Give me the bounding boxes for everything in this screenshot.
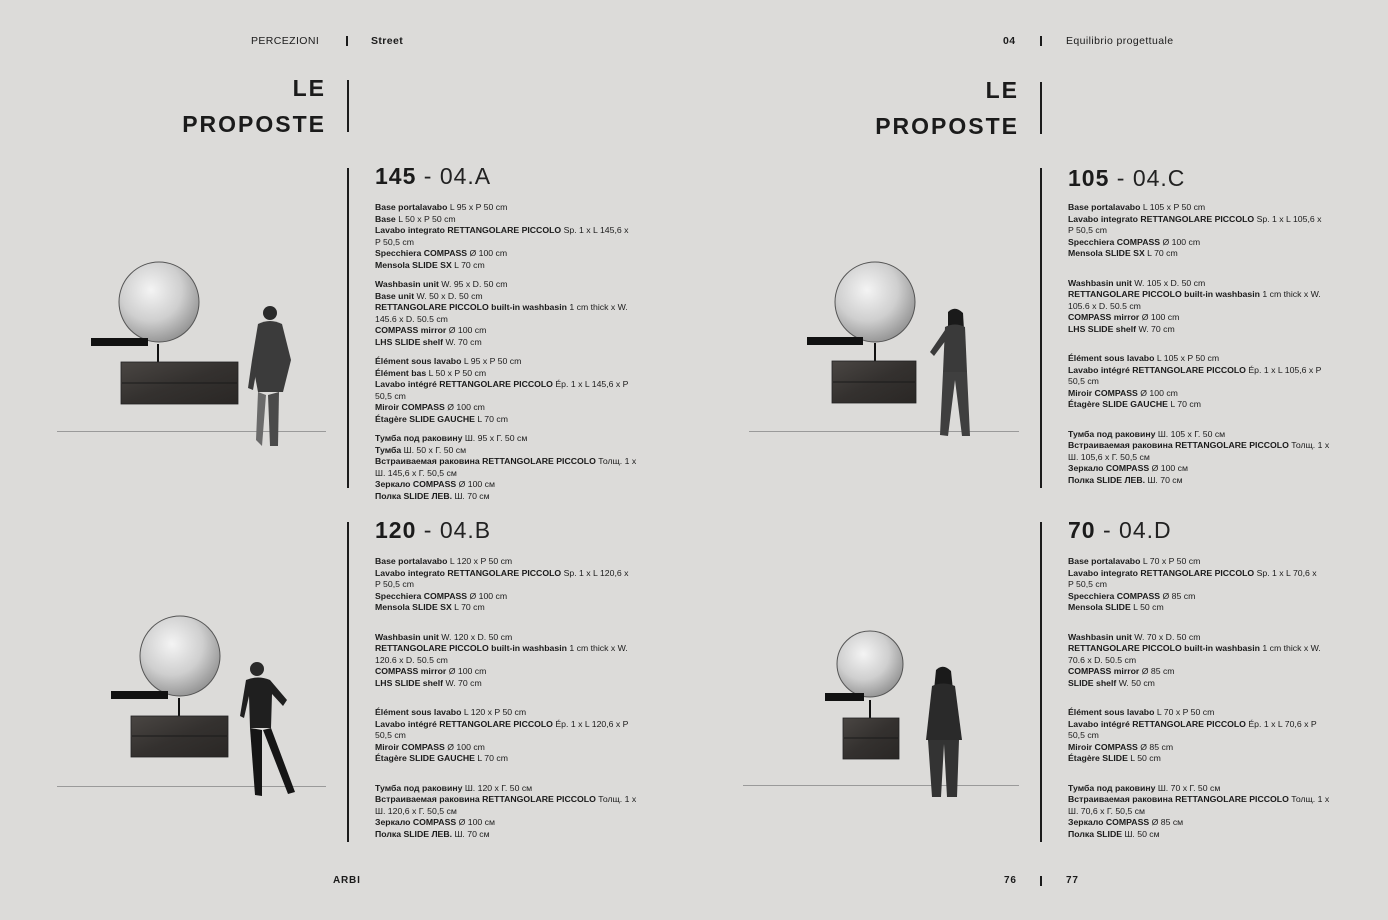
spec-line: 70.6 x D. 50.5 cm — [1068, 654, 1137, 665]
shelf-icon — [807, 337, 863, 345]
spec-line: Тумба Ш. 50 x Г. 50 см — [375, 444, 467, 455]
tap-icon — [157, 344, 159, 362]
heading-separator: - — [1102, 517, 1112, 543]
spec-line: Base portalavabo L 105 x P 50 cm — [1068, 202, 1206, 212]
spec-line: Miroir COMPASS Ø 100 cm — [1068, 387, 1178, 398]
page-number-right: 77 — [1066, 875, 1079, 886]
spec-line: Base portalavabo L 120 x P 50 cm — [375, 556, 513, 566]
footer-brand: ARBI — [333, 875, 361, 886]
mirror-icon — [140, 616, 220, 696]
tap-icon — [874, 343, 876, 361]
spec-line: Lavabo intégré RETTANGOLARE PICCOLO Ép. 1 x L 70,6 x P — [1068, 718, 1317, 729]
product-size: 105 — [1068, 165, 1110, 191]
spec-line: Washbasin unit W. 105 x D. 50 cm — [1068, 277, 1206, 288]
spec-line: Lavabo intégré RETTANGOLARE PICCOLO Ép. 1 x L 145,6 x P — [375, 379, 629, 389]
spec-line: Полка SLIDE ЛЕВ. Ш. 70 см — [375, 828, 490, 839]
spec-line: Mensola SLIDE SX L 70 cm — [375, 602, 485, 612]
illustration-04b — [111, 616, 295, 796]
running-header-section: PERCEZIONI — [251, 35, 320, 47]
spec-line: Lavabo integrato RETTANGOLARE PICCOLO Sp. 1 x L 145,6 x — [375, 225, 629, 235]
product-code: 04.C — [1132, 165, 1186, 191]
spec-line: COMPASS mirror Ø 100 cm — [375, 325, 487, 335]
spec-line: COMPASS mirror Ø 85 cm — [1068, 666, 1175, 676]
spec-line: LHS SLIDE shelf W. 70 cm — [375, 677, 482, 688]
running-header-chapter-title: Equilibrio progettuale — [1066, 35, 1174, 47]
spec-line: 50,5 cm — [1068, 376, 1099, 386]
spec-line: P 50,5 cm — [375, 236, 414, 247]
spec-line: Miroir COMPASS Ø 85 cm — [1068, 741, 1174, 752]
spec-line: 50,5 cm — [375, 390, 406, 401]
spec-line: Зеркало COMPASS Ø 100 см — [375, 479, 495, 489]
spec-line: 120.6 x D. 50.5 cm — [375, 654, 448, 665]
spec-line: Mensola SLIDE SX L 70 cm — [375, 259, 485, 270]
spec-line: Specchiera COMPASS Ø 100 cm — [375, 248, 508, 258]
spec-line: Полка SLIDE ЛЕВ. Ш. 70 см — [375, 490, 490, 501]
spec-line: Washbasin unit W. 95 x D. 50 cm — [375, 279, 508, 289]
spec-line: Полка SLIDE ЛЕВ. Ш. 70 см — [1068, 474, 1183, 485]
illustration-04a — [91, 262, 291, 446]
spec-line: Élément sous lavabo L 70 x P 50 cm — [1068, 707, 1215, 717]
spec-line: Встраиваемая раковина RETTANGOLARE PICCOLO Толщ. 1 x — [1068, 794, 1330, 804]
spec-line: SLIDE shelf W. 50 cm — [1068, 677, 1155, 688]
mirror-icon — [837, 631, 903, 697]
spec-line: Étagère SLIDE GAUCHE L 70 cm — [375, 413, 508, 424]
spec-line: Тумба под раковину Ш. 105 x Г. 50 см — [1068, 428, 1226, 439]
spec-line: Washbasin unit W. 70 x D. 50 cm — [1068, 631, 1201, 642]
spec-line: Зеркало COMPASS Ø 85 см — [1068, 817, 1184, 827]
running-header-subsection: Street — [371, 35, 404, 47]
mirror-icon — [835, 262, 915, 342]
spec-line: RETTANGOLARE PICCOLO built-in washbasin 1 cm thick x W. — [1068, 289, 1321, 299]
spec-line: 145.6 x D. 50.5 cm — [375, 313, 448, 324]
spec-line: 105.6 x D. 50.5 cm — [1068, 300, 1141, 311]
heading-separator: - — [423, 517, 433, 543]
shelf-icon — [91, 338, 148, 346]
page-number-left: 76 — [1004, 875, 1017, 886]
woman-figure-icon — [926, 667, 962, 797]
spec-line: LHS SLIDE shelf W. 70 cm — [375, 336, 482, 347]
spec-line: Ш. 145,6 x Г. 50,5 см — [375, 467, 457, 478]
spec-line: P 50,5 cm — [1068, 225, 1107, 235]
spec-line: Élément sous lavabo L 95 x P 50 cm — [375, 356, 522, 366]
product-size: 70 — [1068, 517, 1096, 543]
spec-line: Lavabo integrato RETTANGOLARE PICCOLO Sp. 1 x L 105,6 x — [1068, 213, 1322, 224]
tap-icon — [178, 698, 180, 716]
spec-line: Base portalavabo L 95 x P 50 cm — [375, 202, 508, 212]
title-line-1: LE — [985, 77, 1019, 103]
title-line-2: PROPOSTE — [182, 111, 326, 137]
illustration-04d — [825, 631, 962, 797]
spec-line: Washbasin unit W. 120 x D. 50 cm — [375, 631, 513, 642]
running-header-chapter: 04 — [1003, 35, 1016, 47]
spec-line: Miroir COMPASS Ø 100 cm — [375, 402, 485, 412]
spec-line: Lavabo intégré RETTANGOLARE PICCOLO Ép. 1 x L 120,6 x P — [375, 718, 629, 729]
illustration-04c — [807, 262, 970, 436]
man-figure-icon — [248, 306, 291, 446]
spec-line: Lavabo integrato RETTANGOLARE PICCOLO Sp. 1 x L 120,6 x — [375, 567, 629, 578]
spec-line: RETTANGOLARE PICCOLO built-in washbasin 1 cm thick x W. — [1068, 643, 1321, 653]
spec-line: Встраиваемая раковина RETTANGOLARE PICCOLO Толщ. 1 x — [375, 794, 637, 804]
spec-line: 50,5 cm — [1068, 730, 1099, 740]
spec-line: Élément sous lavabo L 105 x P 50 cm — [1068, 353, 1220, 363]
spec-line: Ш. 120,6 x Г. 50,5 см — [375, 805, 457, 816]
spec-line: Ш. 105,6 x Г. 50,5 см — [1068, 451, 1150, 462]
spec-line: Élément sous lavabo L 120 x P 50 cm — [375, 707, 527, 717]
spec-line: Étagère SLIDE GAUCHE L 70 cm — [1068, 399, 1201, 409]
spec-line: Lavabo integrato RETTANGOLARE PICCOLO Sp. 1 x L 70,6 x — [1068, 567, 1317, 578]
spec-line: Тумба под раковину Ш. 70 x Г. 50 см — [1068, 782, 1221, 793]
spec-line: COMPASS mirror Ø 100 cm — [375, 666, 487, 676]
spec-line: Полка SLIDE Ш. 50 см — [1068, 828, 1160, 839]
spec-line: COMPASS mirror Ø 100 cm — [1068, 312, 1180, 322]
heading-separator: - — [423, 163, 433, 189]
spec-line: Étagère SLIDE L 50 cm — [1068, 753, 1161, 763]
title-line-2: PROPOSTE — [875, 113, 1019, 139]
spec-line: Specchiera COMPASS Ø 100 cm — [375, 590, 508, 601]
spec-line: Specchiera COMPASS Ø 85 cm — [1068, 590, 1196, 601]
shelf-icon — [825, 693, 864, 701]
spec-line: RETTANGOLARE PICCOLO built-in washbasin 1 cm thick x W. — [375, 643, 628, 653]
spec-line: 50,5 cm — [375, 730, 406, 740]
product-size: 120 — [375, 517, 417, 543]
heading-separator: - — [1116, 165, 1126, 191]
spec-line: Specchiera COMPASS Ø 100 cm — [1068, 236, 1201, 247]
product-size: 145 — [375, 163, 417, 189]
spec-line: LHS SLIDE shelf W. 70 cm — [1068, 323, 1175, 334]
spec-line: Étagère SLIDE GAUCHE L 70 cm — [375, 753, 508, 763]
spec-line: Зеркало COMPASS Ø 100 см — [375, 817, 495, 827]
spec-line: Base L 50 x P 50 cm — [375, 213, 456, 224]
man-figure-icon — [240, 662, 295, 796]
spec-line: Встраиваемая раковина RETTANGOLARE PICCOLO Толщ. 1 x — [1068, 440, 1330, 450]
spec-line: P 50,5 cm — [1068, 579, 1107, 589]
spec-line: Тумба под раковину Ш. 95 x Г. 50 см — [375, 433, 528, 443]
mirror-icon — [119, 262, 199, 342]
footer-divider — [1040, 876, 1042, 886]
product-code: 04.D — [1119, 517, 1172, 543]
tap-icon — [869, 700, 871, 718]
spec-line: Зеркало COMPASS Ø 100 см — [1068, 463, 1188, 473]
spec-line: RETTANGOLARE PICCOLO built-in washbasin 1 cm thick x W. — [375, 302, 628, 312]
spec-line: Base portalavabo L 70 x P 50 cm — [1068, 556, 1201, 566]
spec-line: Mensola SLIDE SX L 70 cm — [1068, 248, 1178, 258]
spec-line: P 50,5 cm — [375, 579, 414, 589]
spec-line: Base unit W. 50 x D. 50 cm — [375, 290, 483, 301]
shelf-icon — [111, 691, 168, 699]
spec-line: Mensola SLIDE L 50 cm — [1068, 602, 1164, 612]
spec-line: Miroir COMPASS Ø 100 cm — [375, 741, 485, 752]
spec-line: Встраиваемая раковина RETTANGOLARE PICCOLO Толщ. 1 x — [375, 456, 637, 466]
product-code: 04.B — [439, 517, 492, 543]
spec-line: Ш. 70,6 x Г. 50,5 см — [1068, 805, 1145, 816]
product-code: 04.A — [439, 163, 492, 189]
spec-line: Lavabo intégré RETTANGOLARE PICCOLO Ép. 1 x L 105,6 x P — [1068, 364, 1322, 375]
woman-figure-icon — [930, 309, 970, 436]
spec-line: Élément bas L 50 x P 50 cm — [375, 367, 487, 378]
spec-line: Тумба под раковину Ш. 120 x Г. 50 см — [375, 782, 533, 793]
title-line-1: LE — [292, 75, 326, 101]
